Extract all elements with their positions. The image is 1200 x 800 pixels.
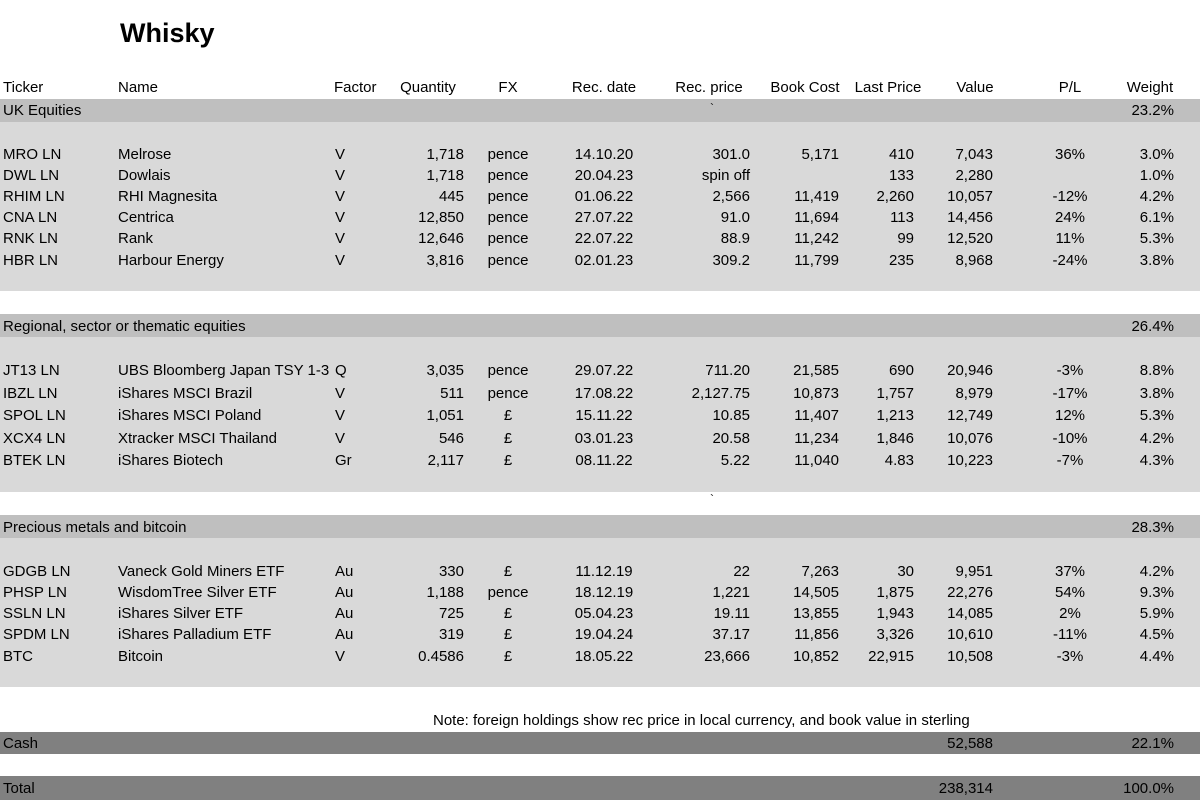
cell-value: 9,951 [955, 563, 993, 580]
cell-pl: 36% [1054, 146, 1086, 163]
cell-ticker: RHIM LN [3, 188, 65, 205]
cell-rec-date: 01.06.22 [574, 188, 634, 205]
cell-rec-date: 27.07.22 [574, 209, 634, 226]
cell-last-price: 235 [888, 252, 914, 269]
cell-ticker: HBR LN [3, 252, 59, 269]
total-weight: 100.0% [1123, 780, 1174, 797]
cell-name: Rank [118, 230, 154, 247]
cell-last-price: 2,260 [876, 188, 914, 205]
cell-value: 22,276 [947, 584, 993, 601]
cell-name: Harbour Energy [118, 252, 224, 269]
cell-quantity: 0.4586 [418, 648, 464, 665]
total-label: Total [3, 780, 35, 797]
section-header [0, 316, 1200, 337]
table-row [0, 561, 1200, 582]
cell-weight: 9.3% [1139, 584, 1174, 601]
cell-ticker: CNA LN [3, 209, 58, 226]
cell-last-price: 3,326 [876, 626, 914, 643]
cell-weight: 4.2% [1139, 430, 1174, 447]
cell-name: iShares MSCI Brazil [118, 385, 253, 402]
cell-weight: 5.9% [1139, 605, 1174, 622]
cell-weight: 6.1% [1139, 209, 1174, 226]
cell-last-price: 99 [897, 230, 914, 247]
cell-book-cost: 10,852 [793, 648, 839, 665]
cell-weight: 4.3% [1139, 452, 1174, 469]
cell-rec-price: 88.9 [720, 230, 750, 247]
cell-factor: Q [335, 362, 347, 379]
cell-factor: V [335, 252, 346, 269]
cell-value: 10,076 [947, 430, 993, 447]
table-row [0, 450, 1200, 471]
footnote: Note: foreign holdings show rec price in local currency, and book value in sterling [433, 712, 970, 729]
cell-pl: 24% [1054, 209, 1086, 226]
cell-factor: V [335, 167, 346, 184]
cell-ticker: IBZL LN [3, 385, 58, 402]
cell-value: 10,508 [947, 648, 993, 665]
cell-name: Bitcoin [118, 648, 164, 665]
page-title: Whisky [120, 18, 215, 48]
cell-quantity: 445 [438, 188, 464, 205]
section-header [0, 100, 1200, 121]
cell-last-price: 4.83 [884, 452, 914, 469]
cell-book-cost: 11,040 [794, 452, 839, 469]
table-row [0, 186, 1200, 207]
cell-quantity: 3,816 [426, 252, 464, 269]
cell-rec-price: 23,666 [704, 648, 750, 665]
cell-pl: 37% [1054, 563, 1086, 580]
cell-fx: £ [503, 430, 513, 447]
stray-mark: ` [710, 492, 714, 506]
cell-factor: Au [335, 563, 354, 580]
table-row [0, 144, 1200, 165]
cell-factor: V [335, 407, 346, 424]
cell-ticker: MRO LN [3, 146, 62, 163]
cell-last-price: 1,757 [876, 385, 914, 402]
cell-name: Vaneck Gold Miners ETF [118, 563, 285, 580]
cell-book-cost: 10,873 [793, 385, 839, 402]
cell-fx: £ [503, 452, 513, 469]
cell-ticker: BTEK LN [3, 452, 66, 469]
cell-factor: Gr [335, 452, 352, 469]
cell-fx: pence [487, 362, 529, 379]
cell-value: 14,456 [947, 209, 993, 226]
table-row [0, 207, 1200, 228]
cell-weight: 4.5% [1139, 626, 1174, 643]
cash-label: Cash [3, 735, 39, 752]
header-last-price: Last Price [854, 79, 922, 96]
section-weight: 23.2% [1131, 102, 1174, 119]
cell-pl: -17% [1052, 385, 1088, 402]
cell-book-cost: 11,242 [794, 230, 839, 247]
cell-book-cost: 11,234 [794, 430, 839, 447]
cell-pl: -24% [1052, 252, 1088, 269]
cell-last-price: 30 [897, 563, 914, 580]
cell-weight: 4.4% [1139, 648, 1174, 665]
header-book-cost: Book Cost [770, 79, 840, 96]
cell-ticker: BTC [3, 648, 33, 665]
cell-rec-date: 02.01.23 [574, 252, 634, 269]
cell-rec-date: 18.12.19 [574, 584, 634, 601]
cell-value: 12,520 [947, 230, 993, 247]
header-pl: P/L [1058, 79, 1082, 96]
cell-value: 20,946 [947, 362, 993, 379]
cell-book-cost: 11,694 [794, 209, 839, 226]
cell-rec-price: 5.22 [720, 452, 750, 469]
cell-ticker: DWL LN [3, 167, 60, 184]
table-row [0, 228, 1200, 249]
cell-weight: 3.8% [1139, 385, 1174, 402]
section-header [0, 517, 1200, 538]
cell-book-cost: 5,171 [801, 146, 839, 163]
total-value: 238,314 [938, 780, 993, 797]
cell-pl: -3% [1056, 362, 1084, 379]
cell-rec-date: 29.07.22 [574, 362, 634, 379]
table-row [0, 165, 1200, 186]
section-weight: 28.3% [1131, 519, 1174, 536]
cell-name: Dowlais [118, 167, 171, 184]
cell-name: iShares MSCI Poland [118, 407, 262, 424]
cash-row [0, 733, 1200, 754]
table-row [0, 405, 1200, 426]
cash-value: 52,588 [947, 735, 993, 752]
header-value: Value [956, 79, 994, 96]
cell-fx: £ [503, 648, 513, 665]
table-row [0, 646, 1200, 667]
cell-weight: 3.0% [1139, 146, 1174, 163]
cell-weight: 4.2% [1139, 563, 1174, 580]
total-row [0, 778, 1200, 799]
cell-rec-date: 05.04.23 [574, 605, 634, 622]
cell-rec-date: 08.11.22 [575, 452, 633, 469]
cell-book-cost: 21,585 [793, 362, 839, 379]
cell-rec-date: 15.11.22 [575, 407, 633, 424]
header-rec-date: Rec. date [571, 79, 637, 96]
cell-last-price: 1,875 [876, 584, 914, 601]
cell-name: Centrica [118, 209, 174, 226]
cell-quantity: 2,117 [427, 452, 464, 469]
cell-quantity: 546 [438, 430, 464, 447]
cell-pl: 54% [1054, 584, 1086, 601]
cell-value: 10,610 [947, 626, 993, 643]
cell-rec-date: 14.10.20 [574, 146, 634, 163]
cell-weight: 1.0% [1139, 167, 1174, 184]
cell-book-cost: 14,505 [793, 584, 839, 601]
cell-name: iShares Biotech [118, 452, 224, 469]
cell-quantity: 1,051 [426, 407, 464, 424]
cell-name: Melrose [118, 146, 172, 163]
cell-rec-date: 20.04.23 [574, 167, 634, 184]
cell-last-price: 1,213 [876, 407, 914, 424]
cell-fx: £ [503, 605, 513, 622]
cash-weight: 22.1% [1131, 735, 1174, 752]
cell-book-cost: 11,856 [794, 626, 839, 643]
cell-rec-price: 2,566 [712, 188, 750, 205]
cell-rec-price: 91.0 [720, 209, 750, 226]
cell-rec-date: 17.08.22 [574, 385, 634, 402]
cell-quantity: 3,035 [426, 362, 464, 379]
cell-fx: pence [487, 584, 529, 601]
cell-quantity: 725 [438, 605, 464, 622]
cell-last-price: 113 [890, 209, 914, 226]
stray-mark: ` [710, 101, 714, 115]
cell-last-price: 690 [888, 362, 914, 379]
header-factor: Factor [334, 79, 377, 96]
cell-rec-date: 11.12.19 [575, 563, 633, 580]
cell-fx: pence [487, 230, 529, 247]
cell-ticker: SPOL LN [3, 407, 66, 424]
cell-quantity: 12,646 [418, 230, 464, 247]
cell-last-price: 133 [888, 167, 914, 184]
cell-quantity: 1,188 [426, 584, 464, 601]
cell-name: iShares Palladium ETF [118, 626, 272, 643]
cell-factor: V [335, 188, 346, 205]
cell-weight: 5.3% [1139, 230, 1174, 247]
cell-quantity: 319 [438, 626, 464, 643]
cell-fx: pence [487, 385, 529, 402]
cell-factor: V [335, 146, 346, 163]
cell-quantity: 330 [438, 563, 464, 580]
cell-value: 12,749 [947, 407, 993, 424]
cell-rec-price: 19.11 [713, 605, 750, 622]
cell-value: 10,223 [947, 452, 993, 469]
section-title: Precious metals and bitcoin [3, 519, 187, 536]
cell-ticker: RNK LN [3, 230, 59, 247]
cell-book-cost: 7,263 [801, 563, 839, 580]
cell-last-price: 22,915 [868, 648, 914, 665]
cell-value: 8,968 [955, 252, 993, 269]
cell-name: Xtracker MSCI Thailand [118, 430, 277, 447]
cell-value: 8,979 [955, 385, 993, 402]
table-row [0, 603, 1200, 624]
cell-pl: -10% [1052, 430, 1088, 447]
header-rec-price: Rec. price [675, 79, 743, 96]
table-row [0, 360, 1200, 381]
table-row [0, 582, 1200, 603]
cell-value: 14,085 [947, 605, 993, 622]
cell-quantity: 511 [440, 385, 464, 402]
cell-factor: Au [335, 626, 354, 643]
table-row [0, 624, 1200, 645]
cell-ticker: PHSP LN [3, 584, 67, 601]
cell-weight: 8.8% [1139, 362, 1174, 379]
cell-rec-price: 301.0 [712, 146, 750, 163]
cell-ticker: XCX4 LN [3, 430, 66, 447]
cell-fx: £ [503, 563, 513, 580]
cell-ticker: GDGB LN [3, 563, 71, 580]
cell-last-price: 410 [888, 146, 914, 163]
cell-rec-price: 1,221 [712, 584, 750, 601]
cell-pl: -7% [1056, 452, 1084, 469]
cell-factor: V [335, 430, 346, 447]
cell-pl: -12% [1052, 188, 1088, 205]
cell-factor: Au [335, 605, 354, 622]
cell-rec-price: 2,127.75 [691, 385, 750, 402]
cell-last-price: 1,943 [876, 605, 914, 622]
cell-pl: -3% [1056, 648, 1084, 665]
cell-fx: pence [487, 167, 529, 184]
cell-last-price: 1,846 [876, 430, 914, 447]
section-title: UK Equities [3, 102, 82, 119]
cell-factor: Au [335, 584, 354, 601]
cell-book-cost: 13,855 [793, 605, 839, 622]
cell-pl: 12% [1054, 407, 1086, 424]
cell-rec-price: spin off [701, 167, 750, 184]
cell-factor: V [335, 385, 346, 402]
cell-quantity: 1,718 [426, 146, 464, 163]
cell-fx: pence [487, 252, 529, 269]
cell-rec-price: 309.2 [712, 252, 750, 269]
cell-name: RHI Magnesita [118, 188, 218, 205]
table-row [0, 428, 1200, 449]
cell-value: 7,043 [955, 146, 993, 163]
cell-book-cost: 11,799 [794, 252, 839, 269]
cell-pl: 11% [1055, 230, 1085, 247]
cell-rec-price: 37.17 [712, 626, 750, 643]
cell-weight: 5.3% [1139, 407, 1174, 424]
cell-rec-price: 10.85 [712, 407, 750, 424]
header-ticker: Ticker [3, 79, 44, 96]
cell-rec-price: 22 [733, 563, 750, 580]
cell-fx: pence [487, 209, 529, 226]
table-row [0, 383, 1200, 404]
cell-name: UBS Bloomberg Japan TSY 1-3 [118, 362, 330, 379]
cell-fx: pence [487, 188, 529, 205]
header-weight: Weight [1126, 79, 1174, 96]
section-weight: 26.4% [1131, 318, 1174, 335]
header-quantity: Quantity [400, 79, 456, 96]
header-fx: FX [498, 79, 518, 96]
cell-quantity: 12,850 [418, 209, 464, 226]
cell-value: 10,057 [947, 188, 993, 205]
cell-pl: -11% [1053, 626, 1087, 643]
cell-value: 2,280 [955, 167, 993, 184]
cell-ticker: JT13 LN [3, 362, 60, 379]
cell-factor: V [335, 230, 346, 247]
cell-ticker: SPDM LN [3, 626, 70, 643]
cell-rec-price: 20.58 [712, 430, 750, 447]
cell-rec-price: 711.20 [705, 362, 750, 379]
cell-rec-date: 22.07.22 [574, 230, 634, 247]
section-title: Regional, sector or thematic equities [3, 318, 246, 335]
cell-fx: £ [503, 407, 513, 424]
cell-factor: V [335, 209, 346, 226]
table-header [0, 77, 1200, 98]
header-name: Name [118, 79, 159, 96]
cell-weight: 4.2% [1139, 188, 1174, 205]
cell-rec-date: 18.05.22 [574, 648, 634, 665]
cell-rec-date: 19.04.24 [574, 626, 634, 643]
cell-quantity: 1,718 [426, 167, 464, 184]
cell-name: WisdomTree Silver ETF [118, 584, 277, 601]
cell-book-cost: 11,419 [794, 188, 839, 205]
table-row [0, 250, 1200, 271]
cell-rec-date: 03.01.23 [574, 430, 634, 447]
cell-pl: 2% [1059, 605, 1081, 622]
cell-factor: V [335, 648, 346, 665]
cell-name: iShares Silver ETF [118, 605, 244, 622]
cell-ticker: SSLN LN [3, 605, 66, 622]
cell-weight: 3.8% [1139, 252, 1174, 269]
cell-fx: pence [487, 146, 529, 163]
cell-fx: £ [503, 626, 513, 643]
cell-book-cost: 11,407 [794, 407, 839, 424]
